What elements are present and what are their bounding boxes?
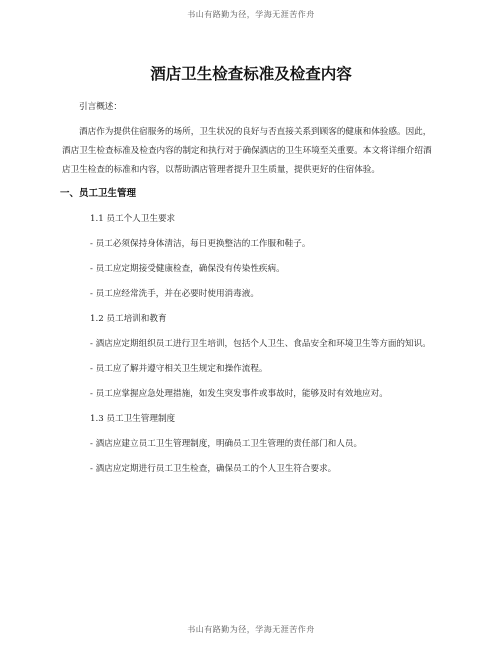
document-title: 酒店卫生检查标准及检查内容: [150, 65, 352, 83]
list-item: - 员工应经常洗手，并在必要时使用消毒液。: [90, 289, 259, 299]
page-footer: 书山有路勤为径，学海无涯苦作舟: [187, 625, 315, 634]
list-item: - 员工应定期接受健康检查，确保没有传染性疾病。: [90, 264, 285, 274]
list-item: - 酒店应定期进行员工卫生检查，确保员工的个人卫生符合要求。: [90, 464, 337, 474]
list-item: - 员工应掌握应急处理措施，如发生突发事件或事故时，能够及时有效地应对。: [90, 389, 388, 399]
subsection-title: 1.1 员工个人卫生要求: [90, 214, 176, 224]
page-header: 书山有路勤为径，学海无涯苦作舟: [187, 10, 315, 19]
subsection-title: 1.3 员工卫生管理制度: [90, 414, 176, 424]
list-item: - 酒店应定期组织员工进行卫生培训，包括个人卫生、食品安全和环境卫生等方面的知识。: [90, 339, 431, 349]
intro-label: 引言概述：: [79, 102, 122, 112]
list-item: - 酒店应建立员工卫生管理制度，明确员工卫生管理的责任部门和人员。: [90, 439, 363, 449]
list-item: - 员工应了解并遵守相关卫生规定和操作流程。: [90, 364, 268, 374]
subsection-title: 1.2 员工培训和教育: [90, 314, 167, 324]
section-heading: 一、员工卫生管理: [60, 188, 137, 199]
list-item: - 员工必须保持身体清洁，每日更换整洁的工作服和鞋子。: [90, 239, 311, 249]
document-body: [62, 98, 437, 485]
intro-paragraph: 酒店作为提供住宿服务的场所，卫生状况的良好与否直接关系到顾客的健康和体验感。因此，酒店卫生检查标准及检查内容的制定和执行对于确保酒店的卫生环境至关重要。本文将详细介绍酒店卫生检查的标准和内容，以帮助酒店管理者提升卫生质量，提供更好的住宿体验。: [62, 127, 432, 175]
